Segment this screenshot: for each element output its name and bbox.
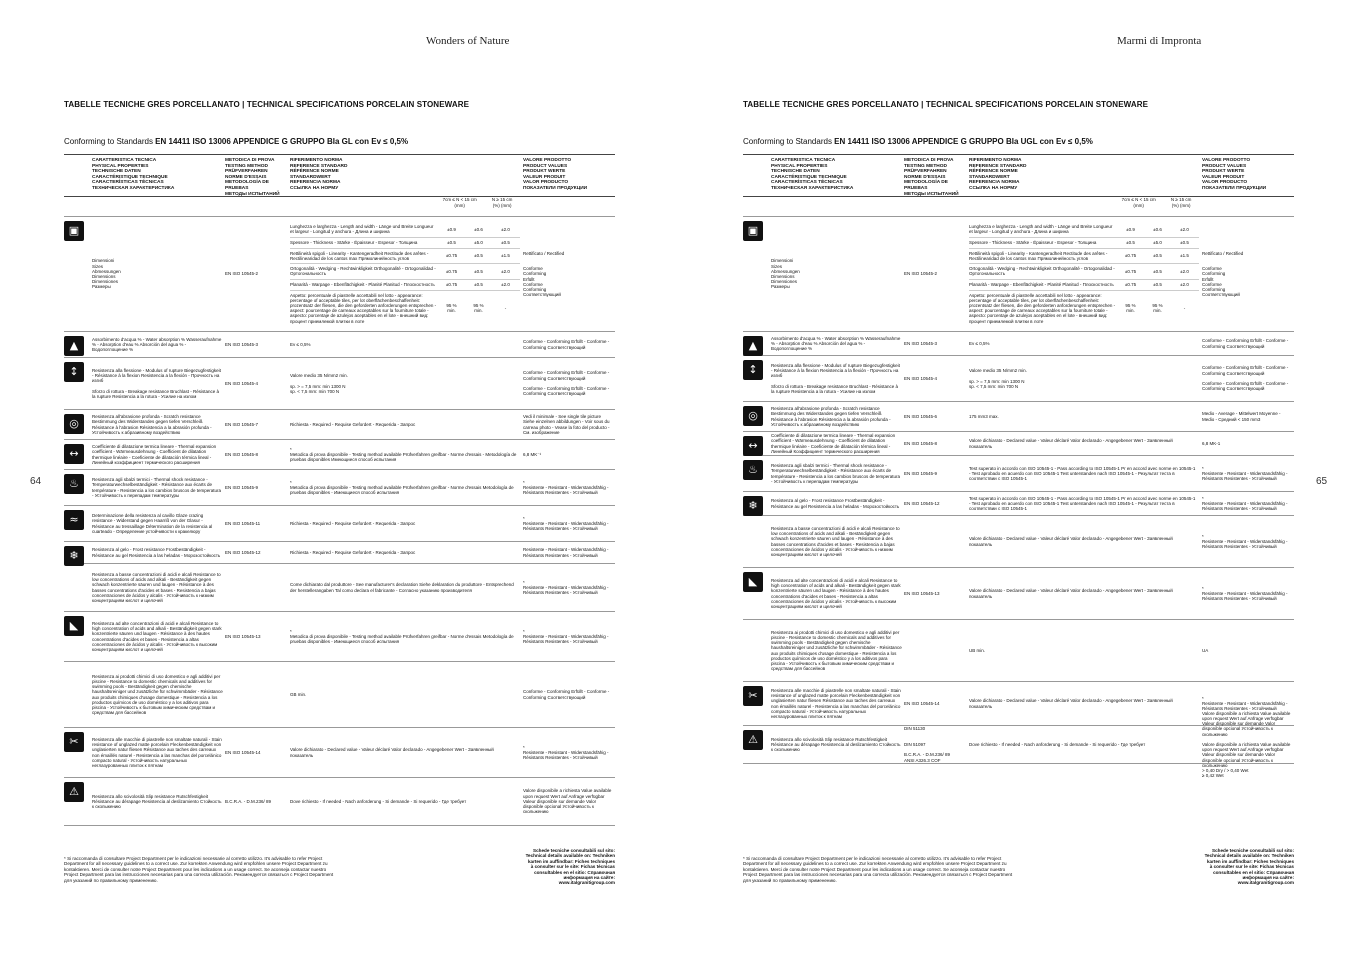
- method-text: [904, 620, 969, 681]
- table-row: [743, 516, 1294, 568]
- tolerance-value: ±0.9: [447, 226, 456, 232]
- tolerance-value: 95 % min.: [473, 302, 484, 314]
- tolerance-value: ±2.0: [501, 268, 510, 274]
- table-row: [743, 568, 1294, 620]
- value-text: Valore disponibile a richiesta Value available upon request Wert auf Anfrage verfügbar Valeur disponible sur demande Valor disponible opcional Устойчивость к скольжению: [523, 788, 612, 815]
- value-text: Conforme - Conforming Erfüllt - Conforme - Conforming Соответствующий: [1202, 338, 1289, 349]
- header-properties: CARATTERISTICA TECNICA PHYSICAL PROPERTIES TECHNISCHE DATEN CARACTÉRISTIQUE TECHNIQUE CARACTERÍSTICAS TÉCNICAS ТЕХНИЧЕСКАЯ ХАРАКТЕРИСТИКА: [92, 158, 175, 191]
- reference-text: Ev ≤ 0,5%: [969, 340, 990, 346]
- tolerance-value: ±0.75: [1124, 268, 1137, 274]
- value-text: UA: [1202, 647, 1209, 653]
- table-row: [743, 402, 1294, 432]
- header-method: METODICA DI PROVA TESTING METHOD PRÜFVERFAHREN NORME D'ESSAIS METODOLOGÍA DE PRUEBAS МЕТОДЫ ИСПЫТАНИЙ: [904, 158, 959, 197]
- table-title: TABELLE TECNICHE GRES PORCELLANATO | TECHNICAL SPECIFICATIONS PORCELAIN STONEWARE: [743, 100, 1149, 109]
- method-text: [225, 564, 290, 611]
- tolerance-value: ±1.5: [1180, 253, 1189, 259]
- header-values: VALORE PRODOTTO PRODUCT VALUES PRODUKT WERTE VALEUR PRODUIT VALOR PRODUCTO ПОКАЗАТЕЛИ ПРОДУКЦИИ: [1202, 158, 1267, 191]
- tolerance-value: ±0.6: [1153, 226, 1162, 232]
- property-icon: ↔: [64, 444, 84, 464]
- header-values: VALORE PRODOTTO PRODUCT VALUES PRODUKT WERTE VALEUR PRODUIT VALOR PRODUCTO ПОКАЗАТЕЛИ ПРОДУКЦИИ: [523, 158, 588, 191]
- tolerance-label: Lunghezza e larghezza - Length and width - Länge und Breite Longueur et largeur - Longitud y anchura - Длина и ширина: [969, 224, 1113, 235]
- tolerance-value: ±2.0: [501, 281, 510, 287]
- method-text: EN ISO 10545-8: [225, 451, 259, 457]
- table-row: [64, 440, 615, 470]
- table-row-dimensions: [64, 217, 615, 332]
- reference-text: Dove richiesto - If needed - Nach anforderung - Si demande - Si requerido - Где требует: [969, 741, 1146, 747]
- value-text: * Resistente - Resistant - Widerstandsfähig - Résistants Resistentes - Устойчивый: [1202, 695, 1288, 712]
- dimensions-icon: ▣: [64, 221, 84, 241]
- property-text: Resistenza a basse concentrazioni di acidi e alcali Resistance to low concentrations of acids and alkali - Beständigkeit gegen schwach konzentrierte säuren und laugen - Résistance à des basses concentrations d'acides et bases - Resistencia a bajas concentraciones de ácidos y alcalis - Устойчивость к низким концентрациям кислот и щелочей: [92, 571, 221, 603]
- method-text: EN ISO 10545-12: [225, 549, 261, 555]
- tolerance-value: ±0.6: [474, 226, 483, 232]
- tolerance-value: 95 % min.: [1125, 302, 1136, 314]
- method-text: EN ISO 10545-2: [904, 271, 938, 277]
- table-row: [64, 542, 615, 564]
- method-text: EN ISO 10545-7: [225, 421, 259, 427]
- table-row-dimensions: [743, 217, 1294, 332]
- property-icon: ⚠: [64, 782, 84, 802]
- tolerance-value: ±0.75: [1124, 253, 1137, 259]
- tolerance-line: [969, 264, 1199, 279]
- dimension-tolerances: [290, 217, 520, 331]
- tolerance-line: [969, 280, 1199, 291]
- table-row: [64, 410, 615, 440]
- reference-text: Come dichiarato dal produttore - See manufacturer's declaration Siehe deklaration du produttore - Entsprechend der herstellerangaben Tal como declara el fabricante - Согласно указанию производителя: [290, 582, 514, 593]
- right-page: [678, 0, 1356, 959]
- method-text: EN ISO 10545-6: [904, 413, 938, 419]
- tolerance-line: [969, 238, 1199, 249]
- tolerance-label: Lunghezza e larghezza - Length and width - Länge und Breite Longueur et largeur - Longitud y anchura - Длина и ширина: [290, 224, 434, 235]
- table-row: [743, 356, 1294, 402]
- tolerance-value: ±2.0: [1180, 281, 1189, 287]
- dimensions-icon: ▣: [743, 221, 763, 241]
- tolerance-line: [290, 222, 520, 237]
- size-subheader: 7cm ≤ N < 15 cm (mm) N ≥ 15 cm (%) (mm): [64, 197, 615, 217]
- method-text: [225, 662, 290, 727]
- tolerance-value: -: [1183, 305, 1186, 311]
- property-text: Resistenza ad alte concentrazioni di acidi e alcali Resistance to high concentration of acids and alkali - Beständigkeit gegen stark konzentrierte säuren und laugen - Résistance à des hautes concentrations d'acides et bases - Resistencia a altas concentraciones de ácidos y alcalis - Устойчивость к высоким концентрациям кислот и щелочей: [92, 620, 222, 652]
- table-row: [64, 662, 615, 728]
- reference-text: Richiesta - Required - Requise Gefordert - Requerida - Запрос: [290, 549, 416, 555]
- property-icon: ❄: [64, 546, 84, 566]
- reference-text: GB min.: [290, 691, 307, 697]
- property-icon: ◎: [64, 414, 84, 434]
- table-row: [64, 332, 615, 358]
- tolerance-line: [969, 222, 1199, 237]
- table-row: [64, 358, 615, 410]
- method-text: EN ISO 10545-8: [904, 440, 938, 446]
- header-reference: RIFERIMENTO NORMA REFERENCE STANDARD RÉFÉRENCE NORME STANDARDWERT REFERENCIA NORMA ССЫЛКА НА НОРМУ: [290, 158, 348, 191]
- property-text: Resistenza all'abrasione profonda - Scratch resistance Bestimmung des Widerstandes gegen tiefen Verschleiß Résistance à l'abrasion Résistencia a la abrasión profunda - Устойчивость к абразивному воздействию: [771, 406, 891, 427]
- table-row: [743, 620, 1294, 682]
- value-text: * Resistente - Resistant - Widerstandsfähig - Résistants Resistentes - Устойчивый: [523, 628, 609, 645]
- reference-text: Richiesta - Required - Requise Gefordert - Requerida - Запрос: [290, 421, 416, 427]
- tolerance-value: ±0.5: [1180, 240, 1189, 246]
- value-text: Conforme - Conforming Erfüllt - Conforme - Conforming Соответствующий: [523, 689, 610, 700]
- value-text: Rettificato / Rectified Conforme Conforming Erfüllt Conforme Conforming Соответствующий: [1202, 250, 1244, 298]
- tolerance-value: ±0.5: [474, 253, 483, 259]
- property-icon: ↔: [743, 436, 763, 456]
- method-text: EN ISO 10545-3: [225, 341, 259, 347]
- reference-text: Valore dichiarato - Declared value - Valeur déclaré Valor declarado - Angegebener Wert - Заявленный показатель: [969, 536, 1173, 547]
- value-text: * Resistente - Resistant - Widerstandsfähig - Résistants Resistentes - Устойчивый: [523, 479, 609, 496]
- table-row: [743, 456, 1294, 492]
- reference-text: Valore dichiarato - Declared value - Valeur déclaré Valor declarado - Angegebener Wert - Заявленный показатель: [290, 747, 494, 758]
- tolerance-value: ±2.0: [501, 226, 510, 232]
- method-text: EN ISO 10545-13: [904, 590, 940, 596]
- table-row: [743, 710, 1294, 779]
- spec-table: [743, 154, 1294, 779]
- reference-text: Test superato in accordo con ISO 10545-1 - Pass according to ISO 10545-1 Pr en accord avec norme en 10545-1 - Test aprobado en acuerdo con ISO 10545-1 Test unterstanden nach ISO 10545-1 - Результат теста в соответствии с ISO 10545-1: [969, 465, 1196, 482]
- standards-code: EN 14411 ISO 13006 APPENDICE G GRUPPO BIa GL con Ev ≤ 0,5%: [155, 137, 409, 146]
- property-icon: ◎: [743, 406, 763, 426]
- tolerance-value: ±0.9: [1126, 226, 1135, 232]
- tolerance-value: ±0.5: [447, 240, 456, 246]
- property-text: Dimensioni Sizes Abmessungen Dimensions Dimensiones Размеры: [771, 258, 800, 290]
- tolerance-value: ±5.0: [1153, 240, 1162, 246]
- tolerance-line: [290, 238, 520, 249]
- reference-text: Valore dichiarato - Declared value - Valeur déclaré Valor declarado - Angegebener Wert - Заявленный показатель: [969, 698, 1173, 709]
- tolerance-value: ±0.75: [1124, 281, 1137, 287]
- standards-line: Conforming to Standards EN 14411 ISO 13006 APPENDICE G GRUPPO BIa UGL con Ev ≤ 0,5%: [743, 137, 1093, 146]
- property-text: Resistenza alla flessione - Modulus of rupture Biegezugfestigkeit - Résistance à la flexion Resistencia a la flexión - Прочность на изгиб Sforzo di rottura - Breakage resistance Bruchlast - Résistance à la rupture Resistencia a la rotura - Усилие на излом: [771, 362, 900, 394]
- property-text: Determinazione della resistenza al cavillo Glaze crazing resistance - Widerstand gegen Haarriß von der Glasur - Résistance au tressaillage Détermination de la resistencia al cuarteado - Определение устойчивости к кракелюру: [92, 513, 213, 534]
- property-icon: ♨: [743, 460, 763, 480]
- tolerance-value: ±0.5: [474, 281, 483, 287]
- header-method: METODICA DI PROVA TESTING METHOD PRÜFVERFAHREN NORME D'ESSAIS METODOLOGÍA DE PRUEBAS МЕТОДЫ ИСПЫТАНИЙ: [225, 158, 280, 197]
- tolerance-value: ±0.5: [1126, 240, 1135, 246]
- website-note: Schede tecniche consultabili sul sito: Technical details available on: Techniken karten im auffindbar: Fiches techniques à consulter sur le site: Fichas técnicas consultables en el sitio: Справочная информация на сайте: www.italgranitigroup.com: [525, 848, 615, 886]
- property-text: Resistenza allo scivolosità Slip resistance Rutschfestigkeit Résistance au dérapage Resistencia al deslizamiento Стойкость к скольжению: [771, 736, 901, 753]
- tolerance-label: Spessore - Thickness - Stärke - Épaisseur - Espesor - Толщина: [290, 240, 418, 246]
- reference-text: Ev ≤ 0,5%: [290, 341, 311, 347]
- property-icon: ⚠: [743, 730, 763, 750]
- standards-line: Conforming to Standards EN 14411 ISO 13006 APPENDICE G GRUPPO BIa GL con Ev ≤ 0,5%: [64, 137, 409, 146]
- property-text: Resistenza ad alte concentrazioni di acidi e alcali Resistance to high concentration of acids and alkali - Beständigkeit gegen stark konzentrierte säuren und laugen - Résistance à des hautes concentrations d'acides et bases - Resistencia a altas concentraciones de ácidos y alcalis - Устойчивость к высоким концентрациям кислот и щелочей: [771, 577, 901, 609]
- property-icon: ▲: [64, 336, 84, 356]
- tolerance-label: Rettilineità spigoli - Linearity - Kantengeradheit Rectitude des arêtes - Rectilinearidad de los cantos max Прямолинейность углов: [969, 250, 1108, 261]
- tolerance-line: [969, 291, 1199, 326]
- property-text: Resistenza ai prodotti chimici di uso domestico e agli additivi per piscine - Resistance to domestic chemicals and additives for swimming pools - Beständigkeit gegen chemische haushaltsreiniger und zusätzliche für schwimmbäder - Résistance aux produits chimiques d'usage domestique - Resistencia a los productos químicos de uso doméstico y a los aditivos para piscina - Устойчивость к бытовым химическим средствам и средствам для бассейнов: [771, 629, 902, 672]
- value-text: Resistente - Resistant - Widerstandsfähig - Résistants Resistentes - Устойчивый: [523, 547, 609, 558]
- tolerance-label: Rettilineità spigoli - Linearity - Kantengeradheit Rectitude des arêtes - Rectilinearidad de los cantos max Прямолинейность углов: [290, 250, 429, 261]
- reference-text: Test superato in accordo con ISO 10545-1 - Pass according to ISO 10545-1 Pr en accord avec norme en 10545-1 - Test aprobado en acuerdo con ISO 10545-1 Test unterstanden nach ISO 10545-1 - Результат теста в соответствии с ISO 10545-1: [969, 495, 1196, 512]
- method-text: [904, 516, 969, 567]
- tolerance-value: ±0.75: [445, 268, 458, 274]
- method-text: EN ISO 10545-4: [904, 375, 938, 381]
- value-text: * Resistente - Resistant - Widerstandsfähig - Résistants Resistentes - Устойчивый: [1202, 533, 1288, 550]
- property-text: Resistenza al gelo - Frost resistance Frostbeständigkeit - Résistance au gel Resistencia a las heladas - Морозостойкость: [92, 547, 221, 558]
- table-row: [743, 432, 1294, 456]
- value-text: * Resistente - Resistant - Widerstandsfähig - Résistants Resistentes - Устойчивый: [1202, 465, 1288, 482]
- property-text: Resistenza alle macchie di piastrelle non smaltate naturali - Stain resistance of unglazed matte porcelain Fleckenbeständigkeit von unglasierten natur fliesen Résistance aux taches des carreaux non émaillés naturel - Resistencia a las manchas del porcelánico compacto natural - Устойчивость натуральных неглазурованных плиток к пятнам: [771, 687, 901, 719]
- property-text: Coefficiente di dilatazione termica lineare - Thermal expansion coefficient - Wärmeausdehnung - Coefficient de dilatation thermique linéaire - Coeficiente de dilatación térmica lineal - Линейный Коэффициент термического расширения: [771, 433, 896, 454]
- header-properties: CARATTERISTICA TECNICA PHYSICAL PROPERTIES TECHNISCHE DATEN CARACTÉRISTIQUE TECHNIQUE CARACTERÍSTICAS TÉCNICAS ТЕХНИЧЕСКАЯ ХАРАКТЕРИСТИКА: [771, 158, 854, 191]
- tolerance-value: ±0.75: [445, 281, 458, 287]
- value-text: Medio - Average - Mittelwert Moyenne - Medio - Средний < 150 mm3: [1202, 411, 1281, 422]
- tolerance-value: 95 % min.: [1152, 302, 1163, 314]
- reference-text: * Metodica di prova disponibile - Testing method available Prüfverfahren greifbar - Norme d'essais Metodología de pruebas disponibles - Имеющиеся способ испытания: [290, 479, 514, 496]
- property-icon: ✂: [743, 686, 763, 706]
- property-text: Resistenza a basse concentrazioni di acidi e alcali Resistance to low concentrations of acids and alkali - Beständigkeit gegen schwach konzentrierte säuren und laugen - Résistance à des basses concentrations d'acides et bases - Resistencia a bajas concentraciones de ácidos y alcalis - Устойчивость к низким концентрациям кислот и щелочей: [771, 525, 900, 557]
- value-text: * Resistente - Resistant - Widerstandsfähig - Résistants Resistentes - Устойчивый: [523, 744, 609, 761]
- value-text: 6,8 MK⁻¹: [523, 451, 542, 457]
- method-text: EN ISO 10545-13: [225, 633, 261, 639]
- running-header: Marmi di Impronta: [1117, 35, 1202, 47]
- property-icon: ❄: [743, 496, 763, 516]
- property-text: Resistenza agli sbalzi termici - Thermal shock resistance - Temperaturwechselbeständigkeit - Résistance aux écarts de température - Resistencia a los cambios bruscos de temperatura - Устойчивость к перепадам температуры: [771, 463, 901, 484]
- tolerance-value: ±0.5: [474, 268, 483, 274]
- tolerance-value: -: [504, 305, 507, 311]
- reference-text: UB min.: [969, 647, 986, 653]
- property-text: Resistenza allo scivolosità Slip resistance Rutschfestigkeit Résistance au dérapage Resistencia al deslizamiento Стойкость к скольжению: [92, 793, 222, 810]
- value-text: * Resistente - Resistant - Widerstandsfähig - Résistants Resistentes - Устойчивый: [1202, 585, 1288, 602]
- tolerance-value: ±1.5: [501, 253, 510, 259]
- page-number: 64: [30, 476, 42, 487]
- table-row: [64, 612, 615, 662]
- tolerance-label: Spessore - Thickness - Stärke - Épaisseur - Espesor - Толщина: [969, 240, 1097, 246]
- method-text: EN ISO 10545-12: [904, 500, 940, 506]
- property-text: Resistenza all'abrasione profonda - Scratch resistance Bestimmung des Widerstandes gegen tiefen Verschleiß Résistance à l'abrasion Résistencia a la abrasión profunda - Устойчивость к абразивному воздействию: [92, 414, 212, 435]
- table-row: [64, 778, 615, 826]
- method-text: EN ISO 10545-9: [904, 470, 938, 476]
- tolerance-value: ±0.5: [1153, 268, 1162, 274]
- table-row: [743, 492, 1294, 516]
- tolerance-value: ±0.75: [445, 253, 458, 259]
- property-text: Resistenza alla flessione - Modulus of rupture Biegezugfestigkeit - Résistance à la flexion Resistencia a la flexión - Прочность на изгиб Sforzo di rottura - Breakage resistance Bruchlast - Résistance à la rupture Resistencia a la rotura - Усилие на излом: [92, 367, 221, 399]
- tolerance-value: ±0.5: [501, 240, 510, 246]
- value-text: Conforme - Conforming Erfüllt - Conforme - Conforming Соответствующий Conforme - Conforming Erfüllt - Conforme - Conforming Соответствующий: [1202, 365, 1289, 392]
- tolerance-label: Ortogonalità - Wedging - Rechtwinkligkeit Orthogonalité - Ortogonalidad - Ортогональность: [290, 266, 436, 277]
- table-header: [64, 155, 615, 197]
- method-text: EN ISO 10545-9: [225, 484, 259, 490]
- property-icon: ▲: [743, 336, 763, 356]
- tolerance-line: [969, 249, 1199, 264]
- reference-text: Dove richiesto - If needed - Nach anforderung - Si demande - Si requerido - Где требует: [290, 798, 467, 804]
- table-title: TABELLE TECNICHE GRES PORCELLANATO | TECHNICAL SPECIFICATIONS PORCELAIN STONEWARE: [64, 100, 470, 109]
- property-text: Assorbimento d'acqua % - Water absorption % Wasseraufnahme % - Absorption d'eau % Absorción del agua % - Водопоглощение %: [771, 335, 901, 352]
- website-note: Schede tecniche consultabili sul sito: Technical details available on: Techniken karten im auffindbar: Fiches techniques à consulter sur le site: Fichas técnicas consultables en el sitio: Справочная информация на сайте: www.italgranitigroup.com: [1204, 848, 1294, 886]
- property-text: Resistenza ai prodotti chimici di uso domestico e agli additivi per piscine - Resistance to domestic chemicals and additives for swimming pools - Beständigkeit gegen chemische haushaltsreiniger und zusätzliche für schwimmbäder - Résistance aux produits chimiques d'usage domestique - Resistencia a los productos químicos de uso doméstico y a los aditivos para piscina - Устойчивость к бытовым химическим средствам и средствам для бассейнов: [92, 673, 223, 716]
- property-icon: ◣: [64, 616, 84, 636]
- value-text: * Resistente - Resistant - Widerstandsfähig - Résistants Resistentes - Устойчивый: [523, 579, 609, 596]
- property-text: Assorbimento d'acqua % - Water absorption % Wasseraufnahme % - Absorption d'eau % Absorción del agua % - Водопоглощение %: [92, 336, 222, 353]
- spec-table: [64, 154, 615, 826]
- property-icon: ✂: [64, 732, 84, 752]
- reference-text: * Metodica di prova disponibile - Testing method available Prüfverfahren greifbar - Norme d'essais - Metodología de pruebas disponibles Имеющиеся способ испытания: [290, 446, 517, 463]
- tolerance-line: [290, 249, 520, 264]
- tolerance-value: ±2.0: [1180, 268, 1189, 274]
- property-icon: ↕: [64, 362, 84, 382]
- value-text: Conforme - Conforming Erfüllt - Conforme - Conforming Соответствующий Conforme - Conforming Erfüllt - Conforme - Conforming Соответствующий: [523, 370, 610, 397]
- reference-text: Richiesta - Required - Requise Gefordert - Requerida - Запрос: [290, 520, 416, 526]
- tolerance-label: Planarità - Warpage - Ebenflächigkeit - Planité Planitud - Плоскостность: [290, 281, 435, 287]
- value-text: Vedi il minimale - See single tile picture Siehe einzelnen abbildungen - Voir sous du carreau photo - Vease la foto del producto - См. изображение: [523, 414, 610, 435]
- method-text: EN ISO 10545-2: [225, 271, 259, 277]
- property-text: Coefficiente di dilatazione termica lineare - Thermal expansion coefficient - Wärmeausdehnung - Coefficient de dilatation thermique linéaire - Coeficiente de dilatación térmica lineal - Линейный коэффициент термического расширения: [92, 444, 217, 465]
- method-text: DIN 51130 DIN 51097 B.C.R.A. - D.M.236/ 89 ANSI A326.3 COF: [904, 726, 951, 763]
- property-text: Resistenza alle macchie di piastrelle non smaltate naturali - Stain resistance of unglazed matte porcelain Fleckenbeständigkeit von unglasierten natur fliesen Résistance aux taches des carreaux non émaillés naturel - Resistencia a las manchas del porcelánico compacto natural - Устойчивость натуральных неглазурованных плиток к пятнам: [92, 736, 222, 768]
- method-text: EN ISO 10545-3: [904, 340, 938, 346]
- property-text: Resistenza agli sbalzi termici - Thermal shock resistance - Temperaturwechselbeständigkeit - Résistance aux écarts de température - Resistencia a los cambios bruscos de temperatura - Устойчивость к перепадам температуры: [92, 477, 222, 498]
- running-header: Wonders of Nature: [426, 35, 510, 47]
- tolerance-line: [290, 264, 520, 279]
- tolerance-label: Ortogonalità - Wedging - Rechtwinkligkeit Orthogonalité - Ortogonalidad - Ортогональность: [969, 266, 1115, 277]
- header-reference: RIFERIMENTO NORMA REFERENCE STANDARD RÉFÉRENCE NORME STANDARDWERT REFERENCIA NORMA ССЫЛКА НА НОРМУ: [969, 158, 1027, 191]
- value-text: Rettificato / Rectified Conforme Conforming Erfüllt Conforme Conforming Соответствующий: [523, 250, 565, 298]
- property-icon: ◣: [743, 572, 763, 592]
- tolerance-label: Planarità - Warpage - Ebenflächigkeit - Planité Planitud - Плоскостность: [969, 281, 1114, 287]
- method-text: EN ISO 10545-14: [225, 749, 261, 755]
- value-text: 6,8 MK-1: [1202, 440, 1221, 446]
- tolerance-value: ±2.0: [1180, 226, 1189, 232]
- property-text: Resistenza al gelo - Frost resistance Frostbeständigkeit - Résistance au gel Resistencia a las heladas - Морозостойкость: [771, 498, 900, 509]
- tolerance-line: [290, 280, 520, 291]
- table-row: [64, 470, 615, 506]
- property-text: Dimensioni Sizes Abmessungen Dimensions Dimensiones Размеры: [92, 258, 121, 290]
- table-row: [64, 506, 615, 542]
- footnote: * Si raccomanda di consultare Project Department per le indicazioni necessarie al corretto utilizzo. It's advisable to refer Project Department for all necessary guidelines to a correct use. Zur korrekten Anwendung wird empfohlen unsere Project Department zu kontaktieren. Merci de consulter notre Project Department pour les indications a un usage correct. Se aconseja contactar nuestro Project Department para las instrucciones necesarias para una correcta utilización. Рекомендуется связаться с Project Department для указаний по правильному применению.: [64, 856, 334, 883]
- tolerance-value: ±0.5: [1153, 281, 1162, 287]
- method-text: EN ISO 10545-4: [225, 380, 259, 386]
- table-row: [64, 564, 615, 612]
- tolerance-label: Aspetto: percentuale di piastrelle accettabili nel lotto - appearance: percentage of acceptable tiles, per lot oberflächenbeschaffenheit: prozentsatz der fliesen, die den geforderten anforderungen entsprechen - aspect: pourcentage de carreaux acceptables sur la fourniture totale - aspecto: porcentaje de azulejos aceptables en el lote - внешний вид: процент приемлемой плитки в лоте: [290, 292, 437, 324]
- reference-text: 175 mm3 max.: [969, 413, 999, 419]
- table-row: [64, 728, 615, 778]
- reference-text: Valore dichiarato - Declared value - Valeur déclaré Valor declarado - Angegebener Wert - Заявленный показатель: [969, 588, 1173, 599]
- table-row: [743, 332, 1294, 356]
- value-text: * Resistente - Resistant - Widerstandsfähig - Résistants Resistentes - Устойчивый: [523, 515, 609, 532]
- method-text: B.C.R.A. - D.M.236/ 89: [225, 798, 272, 804]
- tolerance-label: Aspetto: percentuale di piastrelle accettabili nel lotto - appearance: percentage of acceptable tiles, per lot oberflächenbeschaffenheit: prozentsatz der fliesen, die den geforderten anforderungen entsprechen - aspect: pourcentage de carreaux acceptables sur la fourniture totale - aspecto: porcentaje de azulejos aceptables en el lote - внешний вид: процент приемлемой плитки в лоте: [969, 292, 1116, 324]
- size-subheader: 7cm ≤ N < 15 cm (mm) N ≥ 15 cm (%) (mm): [743, 197, 1294, 217]
- property-icon: ≈: [64, 510, 84, 530]
- tolerance-value: ±5.0: [474, 240, 483, 246]
- method-text: EN ISO 10545-14: [904, 700, 940, 706]
- tolerance-value: ±0.5: [1153, 253, 1162, 259]
- property-icon: ♨: [64, 474, 84, 494]
- standards-code: EN 14411 ISO 13006 APPENDICE G GRUPPO BIa UGL con Ev ≤ 0,5%: [834, 137, 1093, 146]
- reference-text: Valore medio 35 N/mm2 min. sp. > = 7,5 mm: min 1300 N sp. < 7,5 mm: min 700 N: [969, 368, 1027, 389]
- dimension-tolerances: [969, 217, 1199, 331]
- reference-text: Valore dichiarato - Declared value - Valeur déclaré Valor declarado - Angegebener Wert - Заявленный показатель: [969, 438, 1173, 449]
- reference-text: * Metodica di prova disponibile - Testing method available Prüfverfahren greifbar - Norme d'essais Metodología de pruebas disponibles - Имеющиеся способ испытания: [290, 628, 514, 645]
- tolerance-line: [290, 291, 520, 326]
- tolerance-value: 95 % min.: [446, 302, 457, 314]
- footnote: * Si raccomanda di consultare Project Department per le indicazioni necessarie al corretto utilizzo. It's advisable to refer Project Department for all necessary guidelines to a correct use. Zur korrekten Anwendung wird empfohlen unsere Project Department zu kontaktieren. Merci de consulter notre Project Department pour les indications a un usage correct. Se aconseja contactar nuestro Project Department para las instrucciones necesarias para una correcta utilización. Рекомендуется связаться с Project Department для указаний по правильному применению.: [743, 856, 1013, 883]
- value-text: * Resistente - Resistant - Widerstandsfähig - Résistants Resistentes - Устойчивый: [1202, 495, 1288, 512]
- reference-text: Valore medio 35 N/mm2 min. sp. > = 7,5 mm: min 1300 N sp. < 7,5 mm: min 700 N: [290, 373, 348, 394]
- page-number: 65: [1316, 476, 1328, 487]
- value-text: Conforme - Conforming Erfüllt - Conforme - Conforming Соответствующий: [523, 339, 610, 350]
- method-text: EN ISO 10545-11: [225, 520, 261, 526]
- table-header: [743, 155, 1294, 197]
- property-icon: ↕: [743, 360, 763, 380]
- value-text: Valore disponibile a richiesta Value available upon request Wert auf Anfrage verfügbar Valeur disponible sur demande Valor disponible opcional Устойчивость к скольжению Valore disponibile a richiesta Value available upon request Wert auf Anfrage verfügbar Valeur disponible sur demande Valor disponible opcional Устойчивость к скольжению > 0,40 Dry / > 0,40 Wet ≥ 0,42 Wet: [1202, 710, 1291, 779]
